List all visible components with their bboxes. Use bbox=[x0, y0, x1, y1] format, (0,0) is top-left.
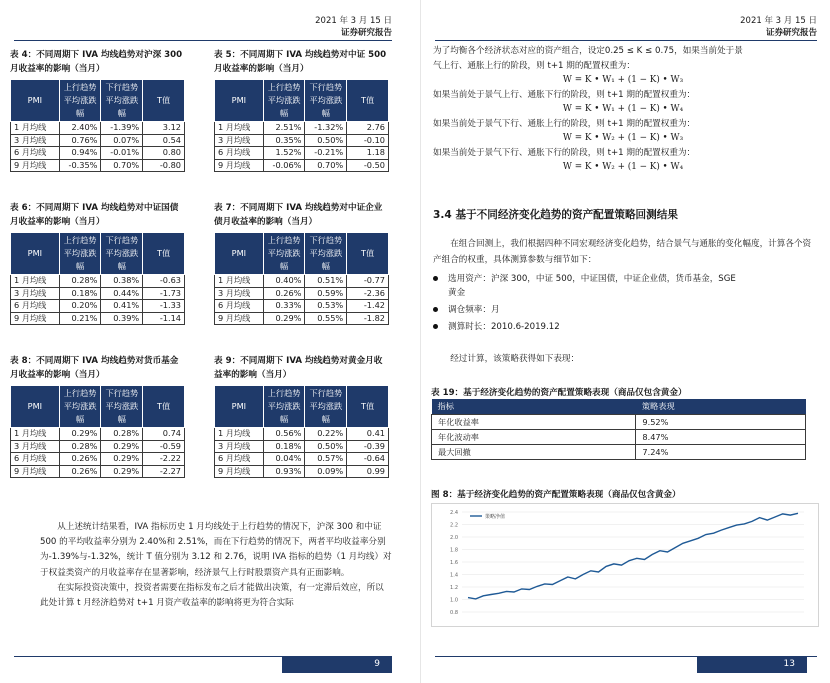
table-row bbox=[215, 287, 389, 300]
column-header: 上行趋势平均涨跌幅 bbox=[263, 233, 305, 275]
table-caption: 表 5：不同周期下 IVA 均线趋势对中证 500 月收益率的影响（当月） bbox=[214, 50, 387, 74]
text-line: 为了均衡各个经济状态对应的资产组合，设定0.25 ≤ K ≤ 0.75，如果当前处于景 bbox=[433, 46, 743, 56]
table-cell: 0.29% bbox=[101, 453, 143, 466]
y-tick-label: 1.6 bbox=[450, 560, 458, 566]
table-hs300 bbox=[10, 48, 185, 172]
y-tick-label: 2.4 bbox=[450, 510, 458, 516]
table-cell: 0.93% bbox=[263, 465, 305, 478]
table-caption: 表 8：不同周期下 IVA 均线趋势对货币基金月收益率的影响（当月） bbox=[10, 356, 179, 380]
table-cell: 1 月均线 bbox=[11, 428, 60, 441]
table-cell: 0.33% bbox=[263, 300, 305, 313]
table-cell: -1.73 bbox=[143, 287, 185, 300]
table-cell: 0.94% bbox=[59, 147, 101, 160]
table-row bbox=[215, 440, 389, 453]
weight-formulas bbox=[433, 44, 813, 175]
table-row bbox=[11, 159, 185, 172]
table-cell: 3 月均线 bbox=[215, 440, 264, 453]
table-caption: 表 7：不同周期下 IVA 均线趋势对中证企业债月收益率的影响（当月） bbox=[214, 203, 383, 227]
table-cell: 3 月均线 bbox=[11, 134, 60, 147]
column-header: 上行趋势平均涨跌幅 bbox=[59, 233, 101, 275]
series-line bbox=[468, 513, 798, 599]
table-cell: 2.51% bbox=[263, 122, 305, 135]
table-cell: 3 月均线 bbox=[11, 440, 60, 453]
table-cell: -1.14 bbox=[143, 312, 185, 325]
left-page bbox=[0, 0, 406, 683]
column-header: T值 bbox=[347, 80, 389, 122]
table-cell: -2.27 bbox=[143, 465, 185, 478]
data-table bbox=[214, 232, 389, 325]
table-cell: 6 月均线 bbox=[215, 300, 264, 313]
column-header: 上行趋势平均涨跌幅 bbox=[263, 80, 305, 122]
table-row bbox=[11, 453, 185, 466]
column-header: 上行趋势平均涨跌幅 bbox=[263, 386, 305, 428]
y-tick-label: 1.8 bbox=[450, 547, 458, 554]
table-row bbox=[215, 300, 389, 313]
table-corp-bond bbox=[214, 201, 389, 325]
table-cell: 0.38% bbox=[101, 275, 143, 288]
table-cell: -0.10 bbox=[347, 134, 389, 147]
table-cell: 0.59% bbox=[305, 287, 347, 300]
table-cell: -1.39% bbox=[101, 122, 143, 135]
table-cell: 0.18% bbox=[59, 287, 101, 300]
paragraph: 在实际投资决策中，投资者需要在指标发布之后才能做出决策，有一定滞后效应，所以此处计算 t 月经济趋势对 t+1 月资产收益率的影响将更为符合实际 bbox=[40, 582, 384, 609]
y-tick-label: 2.2 bbox=[450, 522, 458, 529]
table-cell: 0.53% bbox=[305, 300, 347, 313]
column-header: T值 bbox=[347, 386, 389, 428]
column-header: 上行趋势平均涨跌幅 bbox=[59, 386, 101, 428]
column-header: PMI bbox=[215, 80, 264, 122]
figure-8-chart bbox=[431, 503, 819, 627]
table-cell: 2.76 bbox=[347, 122, 389, 135]
table-cell: 0.04% bbox=[263, 453, 305, 466]
figure-caption: 图 8：基于经济变化趋势的资产配置策略表现（商品仅包含黄金） bbox=[431, 490, 681, 500]
table-cell: 9 月均线 bbox=[11, 465, 60, 478]
column-header: 指标 bbox=[432, 399, 636, 415]
table-row bbox=[215, 134, 389, 147]
table-cell: 0.07% bbox=[101, 134, 143, 147]
text-line: 如果当前处于景气上行、通胀下行的阶段，则 t+1 期的配置权重为： bbox=[433, 89, 696, 100]
table-cell: 1.18 bbox=[347, 147, 389, 160]
table-row: 年化波动率 8.47% bbox=[432, 430, 806, 445]
table-gold bbox=[214, 354, 389, 478]
column-header: 下行趋势平均涨跌幅 bbox=[101, 233, 143, 275]
table-cell: 6 月均线 bbox=[11, 147, 60, 160]
table-cell: -1.32% bbox=[305, 122, 347, 135]
table-cell: 0.57% bbox=[305, 453, 347, 466]
table-cell: -0.21% bbox=[305, 147, 347, 160]
column-header: 下行趋势平均涨跌幅 bbox=[101, 386, 143, 428]
table-gov-bond bbox=[10, 201, 185, 325]
table-cell: -0.63 bbox=[143, 275, 185, 288]
table-cell: -0.06% bbox=[263, 159, 305, 172]
table-cell: 0.35% bbox=[263, 134, 305, 147]
table-zz500 bbox=[214, 48, 389, 172]
table-cell: 0.50% bbox=[305, 134, 347, 147]
table-cell: 0.29% bbox=[101, 465, 143, 478]
table-row bbox=[215, 428, 389, 441]
table-cell: 0.39% bbox=[101, 312, 143, 325]
table-row bbox=[11, 300, 185, 313]
table-cell: -0.35% bbox=[59, 159, 101, 172]
table-row bbox=[215, 275, 389, 288]
table-cell: 1 月均线 bbox=[11, 122, 60, 135]
table-cell: 9 月均线 bbox=[11, 159, 60, 172]
header-rule bbox=[435, 40, 817, 41]
bullet-item: 调仓频率：月 bbox=[433, 303, 813, 317]
table-caption: 表 19：基于经济变化趋势的资产配置策略表现（商品仅包含黄金） bbox=[431, 388, 687, 398]
header-title: 证券研究报告 bbox=[765, 28, 817, 38]
bullet-dot bbox=[433, 307, 438, 312]
table-row bbox=[215, 159, 389, 172]
table-cell: 0.51% bbox=[305, 275, 347, 288]
table-cell: -2.22 bbox=[143, 453, 185, 466]
table-cell: 0.26% bbox=[59, 465, 101, 478]
table-cell: 9 月均线 bbox=[215, 465, 264, 478]
table-cell: 6 月均线 bbox=[11, 453, 60, 466]
table-cell: 0.28% bbox=[101, 428, 143, 441]
line-chart bbox=[432, 504, 818, 626]
table-cell: 0.54 bbox=[143, 134, 185, 147]
data-table bbox=[214, 385, 389, 478]
table-row bbox=[11, 440, 185, 453]
table-cell: 9 月均线 bbox=[215, 312, 264, 325]
table-row bbox=[11, 134, 185, 147]
table-cell: 0.50% bbox=[305, 440, 347, 453]
y-tick-label: 1.0 bbox=[450, 597, 458, 604]
table-cell: 6 月均线 bbox=[215, 147, 264, 160]
table-cell: 0.18% bbox=[263, 440, 305, 453]
table-cell: 0.80 bbox=[143, 147, 185, 160]
table-cell: 3 月均线 bbox=[11, 287, 60, 300]
text-line: 气上行、通胀上行的阶段，则 t+1 期的配置权重为： bbox=[433, 60, 635, 71]
header-date: 2021 年 3 月 15 日 bbox=[740, 16, 817, 26]
column-header: 策略表现 bbox=[636, 399, 806, 415]
table-cell: 0.09% bbox=[305, 465, 347, 478]
table-cell: 3 月均线 bbox=[215, 134, 264, 147]
table-cell: 1 月均线 bbox=[215, 275, 264, 288]
right-page bbox=[420, 0, 830, 683]
table-cell: 0.74 bbox=[143, 428, 185, 441]
column-header: T值 bbox=[347, 233, 389, 275]
text-line: 如果当前处于景气下行、通胀下行的阶段，则 t+1 期的配置权重为： bbox=[433, 147, 696, 158]
column-header: PMI bbox=[215, 233, 264, 275]
table-row bbox=[11, 147, 185, 160]
table-cell: 0.20% bbox=[59, 300, 101, 313]
column-header: T值 bbox=[143, 80, 185, 122]
column-header: 下行趋势平均涨跌幅 bbox=[305, 233, 347, 275]
table-cell: 0.55% bbox=[305, 312, 347, 325]
table-cell: 3.12 bbox=[143, 122, 185, 135]
table-cell: 3 月均线 bbox=[215, 287, 264, 300]
table-cell: 0.29% bbox=[101, 440, 143, 453]
table-cell: -0.77 bbox=[347, 275, 389, 288]
table-row: 最大回撤 7.24% bbox=[432, 445, 806, 460]
table-cell: -2.36 bbox=[347, 287, 389, 300]
y-tick-label: 2.0 bbox=[450, 535, 458, 541]
column-header: T值 bbox=[143, 233, 185, 275]
table-cell: 6 月均线 bbox=[215, 453, 264, 466]
text-line: 如果当前处于景气下行、通胀上行的阶段，则 t+1 期的配置权重为： bbox=[433, 118, 696, 129]
table-cell: -0.01% bbox=[101, 147, 143, 160]
table-cell: 0.70% bbox=[305, 159, 347, 172]
page-number: 9 bbox=[282, 656, 392, 673]
table-cell: 0.28% bbox=[59, 440, 101, 453]
header-title: 证券研究报告 bbox=[340, 28, 392, 38]
data-table bbox=[10, 79, 185, 172]
table-row bbox=[215, 465, 389, 478]
bullet-dot bbox=[433, 276, 438, 281]
y-tick-label: 1.4 bbox=[450, 572, 458, 579]
table-cell: 2.40% bbox=[59, 122, 101, 135]
strategy-table bbox=[431, 399, 806, 460]
formula-line: W = K • W₁ + (1 − K) • W₃ bbox=[562, 75, 684, 85]
table-caption: 表 9：不同周期下 IVA 均线趋势对黄金月收益率的影响（当月） bbox=[214, 356, 383, 380]
column-header: PMI bbox=[215, 386, 264, 428]
column-header: 下行趋势平均涨跌幅 bbox=[305, 80, 347, 122]
table-cell: -0.39 bbox=[347, 440, 389, 453]
table-cell: 0.99 bbox=[347, 465, 389, 478]
data-table bbox=[10, 385, 185, 478]
table-cell: 0.41 bbox=[347, 428, 389, 441]
table-cell: 0.22% bbox=[305, 428, 347, 441]
bullet-item: 测算时长：2010.6-2019.12 bbox=[433, 320, 813, 334]
table-cell: 0.41% bbox=[101, 300, 143, 313]
table-cell: 1 月均线 bbox=[215, 428, 264, 441]
data-table bbox=[214, 79, 389, 172]
table-cell: 1 月均线 bbox=[11, 275, 60, 288]
legend-label: 策略净值 bbox=[485, 514, 506, 520]
column-header: 下行趋势平均涨跌幅 bbox=[101, 80, 143, 122]
table-cell: -0.64 bbox=[347, 453, 389, 466]
table-money-fund bbox=[10, 354, 185, 478]
bullet-item: 选用资产：沪深 300，中证 500，中证国债，中证企业债，货币基金，SGE 黄金 bbox=[433, 272, 813, 300]
table-cell: 6 月均线 bbox=[11, 300, 60, 313]
column-header: PMI bbox=[11, 233, 60, 275]
table-row bbox=[11, 312, 185, 325]
table-row: 年化收益率 9.52% bbox=[432, 415, 806, 430]
table-cell: 9 月均线 bbox=[215, 159, 264, 172]
table-cell: 1.52% bbox=[263, 147, 305, 160]
table-cell: -0.80 bbox=[143, 159, 185, 172]
table-cell: -1.42 bbox=[347, 300, 389, 313]
data-table bbox=[10, 232, 185, 325]
table-cell: 0.44% bbox=[101, 287, 143, 300]
intro-text: 在组合回测上，我们根据四种不同宏观经济变化趋势，结合景气与通胀的变化幅度，计算各个资产组合的权重，具体测算参数与细节如下： bbox=[433, 239, 812, 265]
formula-line: W = K • W₁ + (1 − K) • W₄ bbox=[562, 104, 684, 114]
table-cell: 9 月均线 bbox=[11, 312, 60, 325]
table-row bbox=[11, 275, 185, 288]
table-cell: 0.29% bbox=[263, 312, 305, 325]
table-cell: 0.40% bbox=[263, 275, 305, 288]
header-date: 2021 年 3 月 15 日 bbox=[315, 16, 392, 26]
table-row bbox=[11, 287, 185, 300]
table-row bbox=[215, 147, 389, 160]
table-cell: 0.26% bbox=[263, 287, 305, 300]
body-text bbox=[40, 520, 392, 611]
table-cell: -0.50 bbox=[347, 159, 389, 172]
column-header: PMI bbox=[11, 80, 60, 122]
column-header: 上行趋势平均涨跌幅 bbox=[59, 80, 101, 122]
table-cell: -0.59 bbox=[143, 440, 185, 453]
table-row bbox=[215, 453, 389, 466]
table-cell: 0.76% bbox=[59, 134, 101, 147]
table-cell: -1.82 bbox=[347, 312, 389, 325]
formula-line: W = K • W₂ + (1 − K) • W₄ bbox=[562, 162, 684, 172]
table-caption: 表 4：不同周期下 IVA 均线趋势对沪深 300 月收益率的影响（当月） bbox=[10, 50, 183, 74]
table-cell: 0.56% bbox=[263, 428, 305, 441]
section-title: 3.4 基于不同经济变化趋势的资产配置策略回测结果 bbox=[433, 209, 678, 221]
table-row bbox=[11, 428, 185, 441]
page-number: 13 bbox=[697, 656, 807, 673]
bullet-dot bbox=[433, 324, 438, 329]
header-rule bbox=[14, 40, 392, 41]
table-row bbox=[11, 122, 185, 135]
table-cell: -1.33 bbox=[143, 300, 185, 313]
table-cell: 0.29% bbox=[59, 428, 101, 441]
column-header: T值 bbox=[143, 386, 185, 428]
column-header: 下行趋势平均涨跌幅 bbox=[305, 386, 347, 428]
table-cell: 0.70% bbox=[101, 159, 143, 172]
result-text: 经过计算，该策略获得如下表现： bbox=[450, 354, 580, 364]
paragraph: 从上述统计结果看，IVA 指标历史 1 月均线处于上行趋势的情况下，沪深 300 和中证 500 的平均收益率分别为 2.40%和 2.51%，而在下行趋势的情况下，两者平均收益率分别为-1.39%与-1.32%，统计 T 值分别为 3.12 和 2.76，说明 IVA 指标的趋势（1 月均线）对于权益类资产的月收益率存在显著影响，经济景气上行时股票资产具有正面影响。 bbox=[40, 522, 392, 578]
table-cell: 0.26% bbox=[59, 453, 101, 466]
y-tick-label: 1.2 bbox=[450, 585, 458, 591]
y-tick-label: 0.8 bbox=[450, 610, 458, 616]
table-caption: 表 6：不同周期下 IVA 均线趋势对中证国债月收益率的影响（当月） bbox=[10, 203, 179, 227]
table-row bbox=[11, 465, 185, 478]
column-header: PMI bbox=[11, 386, 60, 428]
table-row bbox=[215, 122, 389, 135]
formula-line: W = K • W₂ + (1 − K) • W₃ bbox=[562, 133, 684, 143]
table-row bbox=[215, 312, 389, 325]
table-cell: 1 月均线 bbox=[215, 122, 264, 135]
table-cell: 0.21% bbox=[59, 312, 101, 325]
table-cell: 0.28% bbox=[59, 275, 101, 288]
